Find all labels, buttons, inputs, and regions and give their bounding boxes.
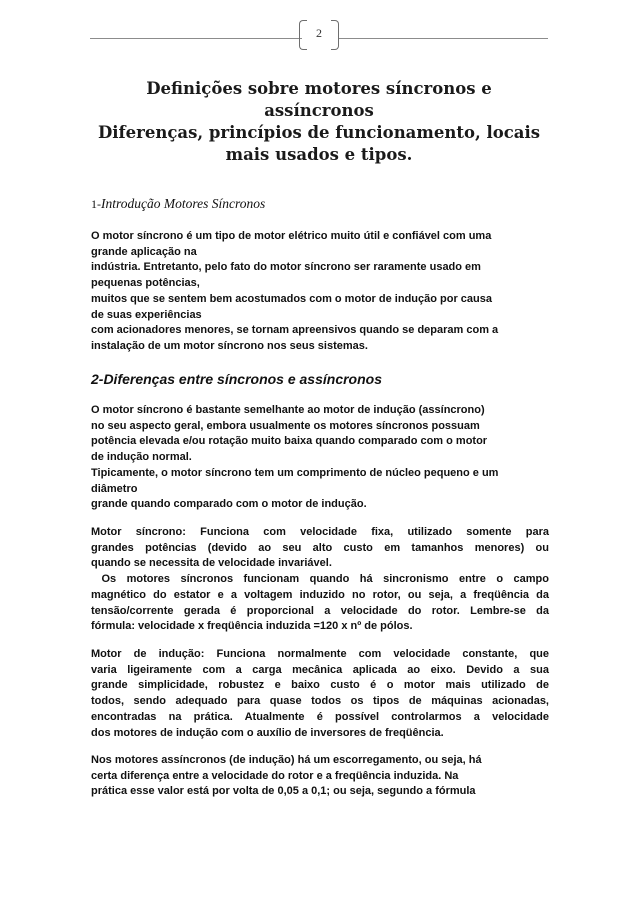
paragraph-line: O motor síncrono é bastante semelhante ao motor de indução (assíncrono) (91, 404, 485, 416)
paragraph-line: indústria. Entretanto, pelo fato do motor síncrono ser raramente usado em (91, 261, 481, 274)
paragraph-line: Nos motores assíncronos (de indução) há um escorregamento, ou seja, há (91, 754, 482, 766)
page-number-bracket-left (299, 20, 307, 50)
paragraph-line: quando se necessita de velocidade invariável. (91, 557, 332, 570)
page-header (0, 0, 638, 60)
paragraph-line: potência elevada e/ou rotação muito baixa quando comparado com o motor (91, 435, 488, 448)
paragraph-line: de suas experiências (91, 308, 202, 321)
title-line: Definições sobre motores síncronos e (146, 79, 492, 98)
paragraph-line: fórmula: velocidade x freqüência induzida =120 x nº de pólos. (91, 620, 413, 633)
paragraph-line: de indução normal. (91, 451, 192, 464)
section1-paragraph (91, 229, 549, 355)
paragraph-line: magnético do estator e a voltagem induzido no rotor, ou seja, a freqüência da (91, 588, 549, 601)
paragraph-line: grande quando comparado com o motor de indução. (91, 498, 367, 511)
paragraph-line: com acionadores menores, se tornam apreensivos quando se deparam com a (91, 324, 499, 337)
section1-number: 1- (91, 197, 101, 211)
page-number: 2 (316, 26, 322, 40)
title-line: mais usados e tipos. (225, 145, 413, 164)
header-rule-right (338, 38, 548, 39)
paragraph-line: pequenas potências, (91, 277, 200, 290)
paragraph-line: muitos que se sentem bem acostumados com o motor de indução por causa (91, 292, 492, 305)
paragraph-line: prática esse valor está por volta de 0,05 a 0,1; ou seja, segundo a fórmula (91, 785, 476, 798)
paragraph-line: varia ligeiramente com a carga mecânica aplicada ao eixo. Devido a sua (91, 663, 549, 676)
section2-heading: 2-Diferenças entre síncronos e assíncronos (91, 371, 382, 387)
page-number-bracket-right (331, 20, 339, 50)
document-title (80, 78, 558, 166)
paragraph-line: certa diferença entre a velocidade do rotor e a freqüência induzida. Na (91, 769, 459, 782)
paragraph-line: O motor síncrono é um tipo de motor elétrico muito útil e confiável com uma (91, 230, 492, 242)
paragraph-line: grandes potências (devido ao seu alto custo em tamanhos menores) ou (91, 541, 549, 554)
paragraph-line: todos, sendo adequado para quase todos os tipos de máquinas acionadas, (91, 695, 549, 708)
paragraph-line: instalação de um motor síncrono nos seus sistemas. (91, 339, 368, 352)
paragraph-line: Motor de indução: Funciona normalmente com velocidade constante, que (91, 648, 549, 660)
paragraph-line: grande aplicação na (91, 245, 197, 258)
paragraph-line: tensão/corrente gerada é proporcional a velocidade do rotor. Lembre-se da (91, 604, 549, 617)
header-rule-left (90, 38, 302, 39)
paragraph-line: Motor síncrono: Funciona com velocidade fixa, utilizado somente para (91, 526, 549, 538)
paragraph-line: diâmetro (91, 482, 138, 495)
section2-paragraph-2 (91, 525, 549, 635)
section2-paragraph-4 (91, 753, 549, 800)
title-line: Diferenças, princípios de funcionamento, locais (97, 123, 541, 142)
section2-paragraph-3 (91, 647, 549, 741)
title-line: assíncronos (264, 101, 374, 120)
paragraph-line: Tipicamente, o motor síncrono tem um comprimento de núcleo pequeno e um (91, 466, 499, 479)
section1-heading-text: Introdução Motores Síncronos (101, 196, 266, 211)
paragraph-line: encontradas na prática. Atualmente é possível controlarmos a velocidade (91, 710, 549, 723)
section1-heading (91, 196, 549, 212)
paragraph-line: dos motores de indução com o auxílio de inversores de freqüência. (91, 726, 444, 739)
section2-paragraph-1 (91, 403, 549, 513)
paragraph-line: no seu aspecto geral, embora usualmente os motores síncronos possuam (91, 419, 480, 432)
paragraph-line: Os motores síncronos funcionam quando há sincronismo entre o campo (91, 573, 549, 586)
paragraph-line: grande simplicidade, robustez e baixo custo é o motor mais utilizado de (91, 679, 549, 692)
